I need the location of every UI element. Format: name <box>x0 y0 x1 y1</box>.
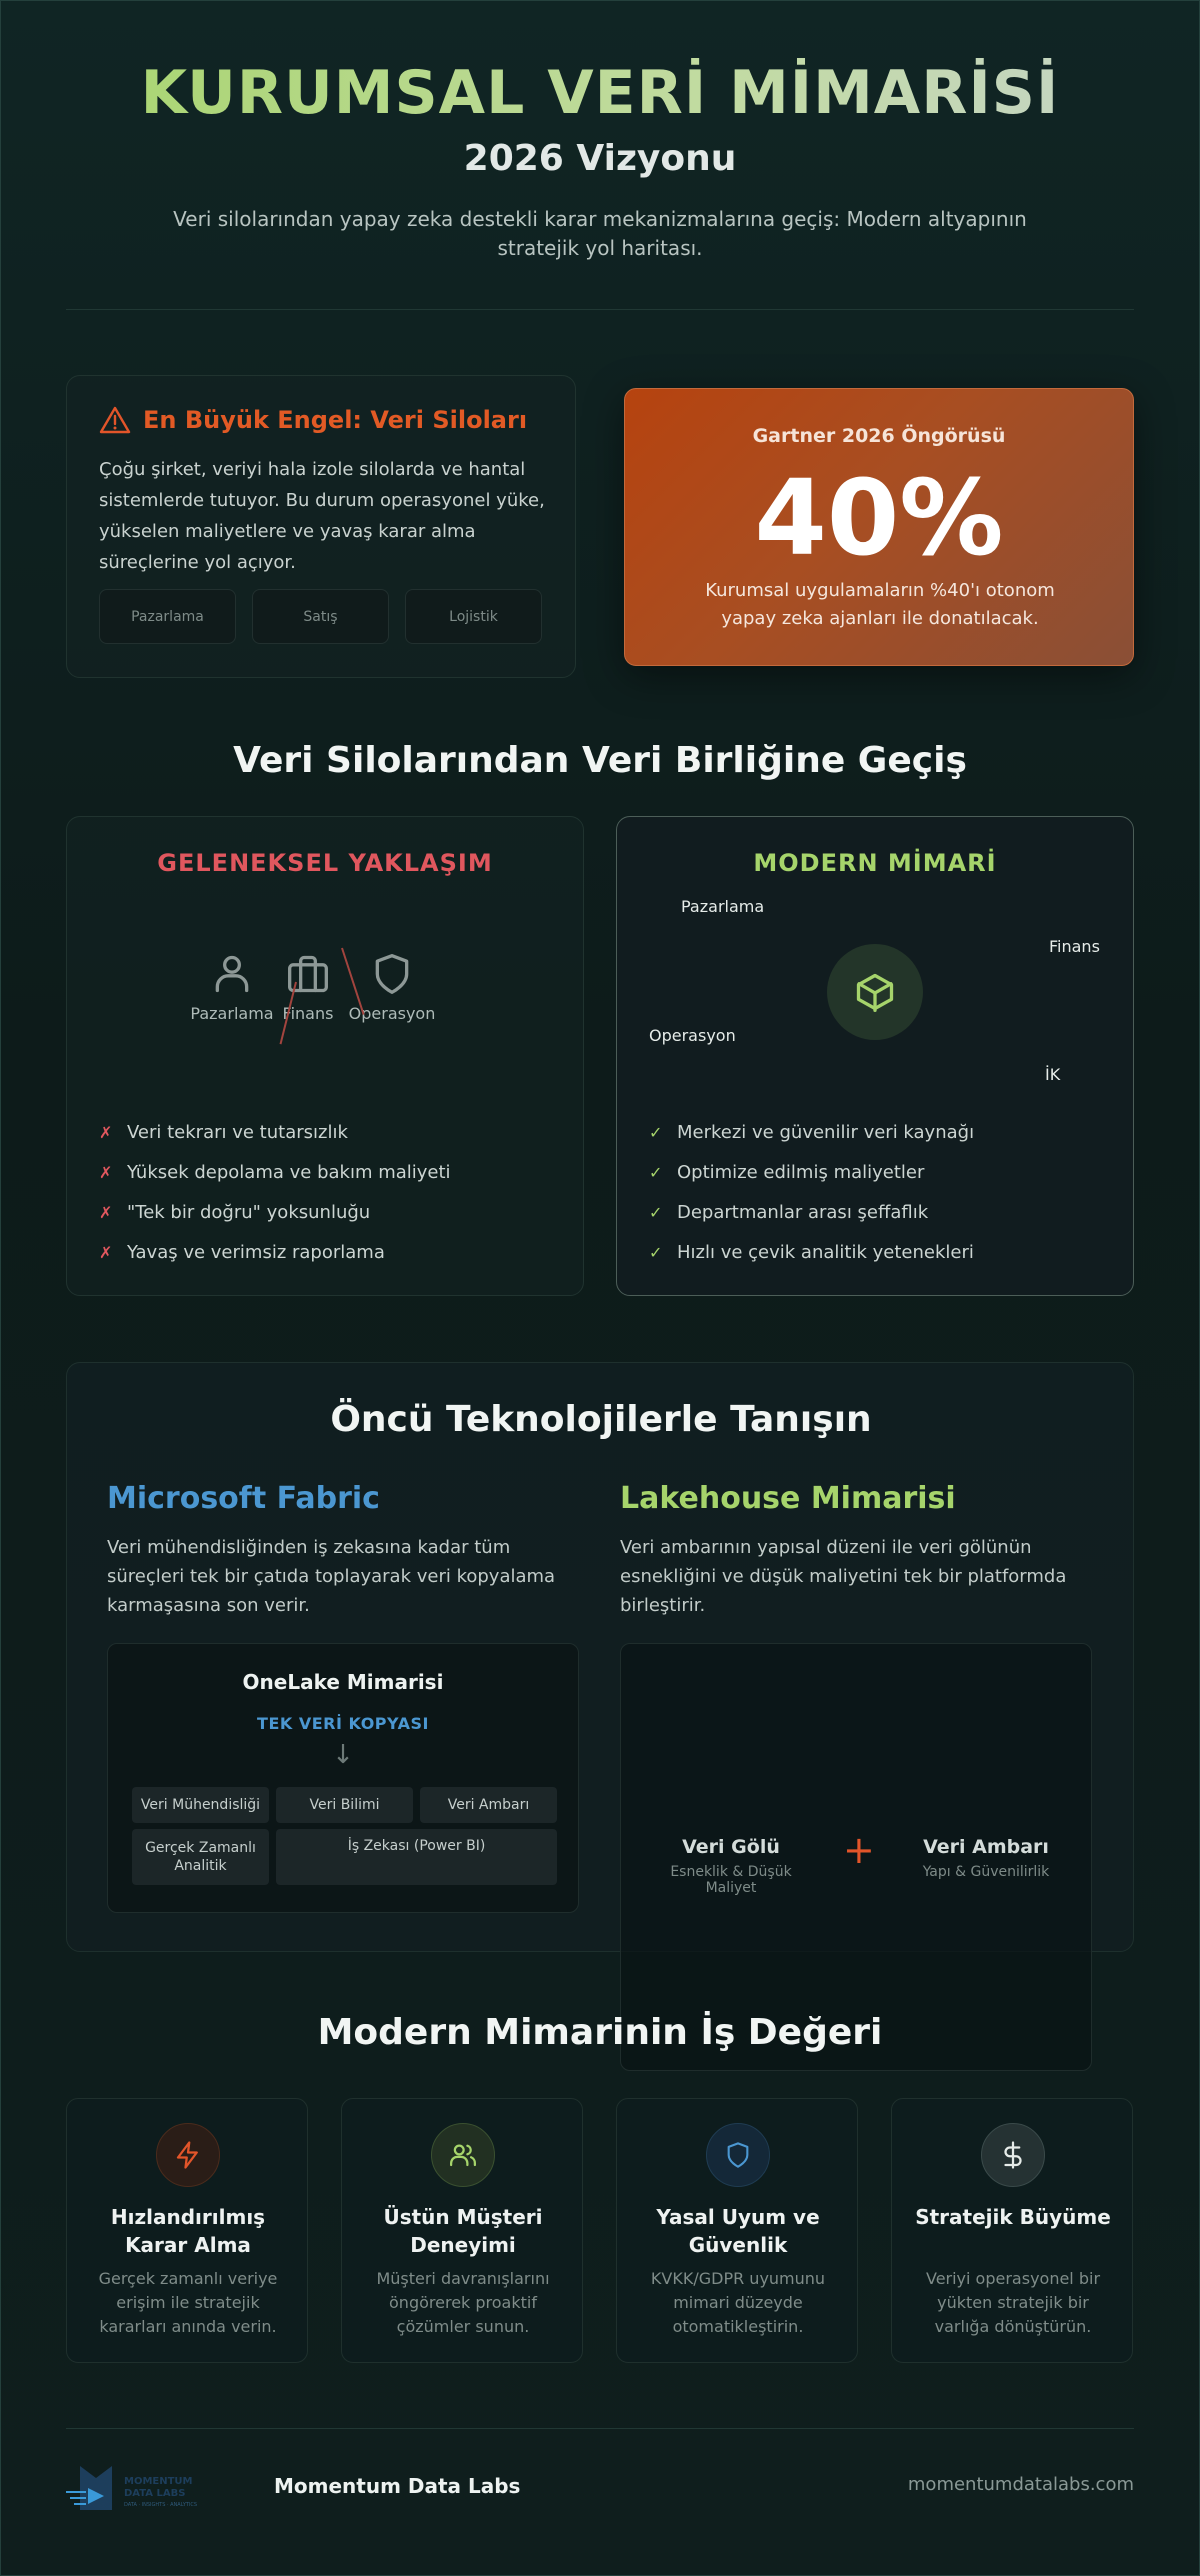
cross-icon: ✗ <box>99 1242 113 1262</box>
value-icon-wrap <box>431 2123 495 2187</box>
department-pill: Lojistik <box>405 589 542 644</box>
hub-node-marketing: Pazarlama <box>681 897 765 916</box>
lakehouse-diagram <box>620 1643 1092 2071</box>
check-icon: ✓ <box>649 1122 663 1142</box>
modern-pros-list <box>649 1112 974 1272</box>
silo-label: Finans <box>282 1004 334 1023</box>
user-icon <box>210 952 254 996</box>
check-icon: ✓ <box>649 1202 663 1222</box>
users-icon <box>448 2140 478 2170</box>
value-card <box>341 2098 583 2363</box>
data-warehouse-name: Veri Ambarı <box>923 1836 1049 1858</box>
lakehouse-title: Lakehouse Mimarisi <box>620 1481 956 1516</box>
list-item-text: Hızlı ve çevik analitik yetenekleri <box>677 1241 974 1263</box>
check-icon: ✓ <box>649 1242 663 1262</box>
problem-text: Çoğu şirket, veriyi hala izole silolarda ve hantal sistemlerde tutuyor. Bu durum operasyonel yüke, yükselen maliyetlere ve yavaş karar alma süreçlerine yol açıyor. <box>99 459 545 573</box>
department-pill: Satış <box>252 589 389 644</box>
check-icon: ✓ <box>649 1162 663 1182</box>
onelake-diagram <box>107 1643 579 1913</box>
value-card-title: Yasal Uyum ve Güvenlik <box>656 2205 820 2257</box>
fabric-description: Veri mühendisliğinden iş zekasına kadar tüm süreçleri tek bir çatıda toplayarak veri kopyalama karmaşasına son verir. <box>107 1537 556 1616</box>
cross-icon: ✗ <box>99 1202 113 1222</box>
list-item <box>99 1152 451 1192</box>
arrow-down-icon: ↓ <box>332 1740 354 1770</box>
list-item <box>649 1192 974 1232</box>
value-card-description: Müşteri davranışlarını öngörerek proaktif çözümler sunun. <box>376 2269 550 2336</box>
single-copy-tag: TEK VERİ KOPYASI <box>257 1714 429 1733</box>
page-subtitle: 2026 Vizyonu <box>463 138 737 179</box>
list-item <box>649 1112 974 1152</box>
silo-operations <box>347 952 437 1023</box>
silo-finance <box>273 952 343 1023</box>
value-icon-wrap <box>706 2123 770 2187</box>
list-item-text: Veri tekrarı ve tutarsızlık <box>127 1121 348 1143</box>
value-icon-wrap <box>981 2123 1045 2187</box>
silo-label: Operasyon <box>348 1004 436 1023</box>
fabric-title: Microsoft Fabric <box>107 1481 380 1516</box>
traditional-heading: GELENEKSEL YAKLAŞIM <box>157 849 493 877</box>
stat-value: 40% <box>754 457 1004 579</box>
value-card-title: Hızlandırılmış Karar Alma <box>110 2205 266 2257</box>
page-description: Veri silolarından yapay zeka destekli karar mekanizmalarına geçiş: Modern altyapının stratejik yol haritası. <box>173 207 1027 260</box>
hub-node-operations: Operasyon <box>649 1026 736 1045</box>
svg-text:DATA · INSIGHTS · ANALYTICS: DATA · INSIGHTS · ANALYTICS <box>124 2502 198 2508</box>
list-item-text: Yavaş ve verimsiz raporlama <box>127 1241 385 1263</box>
hub-node-finance: Finans <box>1049 937 1100 956</box>
shield-icon <box>370 952 414 996</box>
shield-icon <box>724 2141 752 2169</box>
footer-divider <box>66 2428 1134 2429</box>
header-divider <box>66 309 1134 310</box>
data-lake-sub: Esneklik & Düşük Maliyet <box>670 1864 792 1896</box>
list-item <box>649 1232 974 1272</box>
traditional-cons-list <box>99 1112 451 1272</box>
department-pill: Pazarlama <box>99 589 236 644</box>
value-title: Modern Mimarinin İş Değeri <box>317 2012 883 2053</box>
website-link[interactable]: momentumdatalabs.com <box>907 2474 1134 2495</box>
fabric-workloads <box>132 1787 556 1885</box>
warning-icon <box>99 406 131 434</box>
silo-marketing <box>187 952 277 1023</box>
value-card <box>616 2098 858 2363</box>
modern-heading: MODERN MİMARİ <box>753 849 997 877</box>
value-card-description: KVKK/GDPR uyumunu mimari düzeyde otomatikleştirin. <box>650 2269 826 2336</box>
traditional-approach-card <box>66 816 584 1296</box>
cube-icon <box>853 970 897 1014</box>
plus-icon: + <box>843 1828 875 1872</box>
technology-title: Öncü Teknolojilerle Tanışın <box>330 1399 872 1440</box>
list-item <box>99 1232 451 1272</box>
list-item <box>99 1112 451 1152</box>
onelake-title: OneLake Mimarisi <box>242 1670 444 1694</box>
silo-diagram <box>187 952 487 1042</box>
value-card-title: Stratejik Büyüme <box>915 2205 1111 2229</box>
workload-cell: Veri Ambarı <box>420 1787 557 1823</box>
lakehouse-description: Veri ambarının yapısal düzeni ile veri gölünün esnekliğini ve düşük maliyetini tek bir platformda birleştirir. <box>620 1537 1067 1616</box>
value-card-title: Üstün Müşteri Deneyimi <box>383 2205 543 2257</box>
cross-icon: ✗ <box>99 1122 113 1142</box>
gartner-stat-card <box>624 388 1134 666</box>
list-item <box>99 1192 451 1232</box>
stat-description: Kurumsal uygulamaların %40'ı otonom yapay zeka ajanları ile donatılacak. <box>705 580 1055 629</box>
svg-text:MOMENTUM: MOMENTUM <box>124 2476 193 2487</box>
problem-heading <box>99 406 527 434</box>
cross-icon: ✗ <box>99 1162 113 1182</box>
workload-cell: Gerçek Zamanlı Analitik <box>132 1829 269 1885</box>
svg-text:DATA LABS: DATA LABS <box>124 2488 186 2499</box>
dollar-icon <box>998 2140 1028 2170</box>
page-title: KURUMSAL VERİ MİMARİSİ <box>0 58 1200 128</box>
data-lake-item <box>645 1836 817 1896</box>
value-card <box>66 2098 308 2363</box>
list-item-text: "Tek bir doğru" yoksunluğu <box>127 1201 371 1223</box>
company-name: Momentum Data Labs <box>274 2474 521 2498</box>
data-warehouse-item <box>911 1836 1061 1880</box>
problem-title: En Büyük Engel: Veri Siloları <box>143 406 528 434</box>
hub-node-hr: İK <box>1045 1065 1061 1084</box>
workload-cell: Veri Mühendisliği <box>132 1787 269 1823</box>
technology-card <box>66 1362 1134 1952</box>
lightning-icon <box>173 2140 203 2170</box>
data-lake-name: Veri Gölü <box>682 1836 780 1858</box>
value-card-description: Veriyi operasyonel bir yükten stratejik bir varlığa dönüştürün. <box>925 2269 1101 2336</box>
workload-cell: Veri Bilimi <box>276 1787 413 1823</box>
list-item <box>649 1152 974 1192</box>
central-data-hub <box>827 944 923 1040</box>
transition-title: Veri Silolarından Veri Birliğine Geçiş <box>233 740 967 781</box>
workload-cell: İş Zekası (Power BI) <box>276 1829 557 1885</box>
silo-label: Pazarlama <box>190 1004 274 1023</box>
data-warehouse-sub: Yapı & Güvenilirlik <box>922 1864 1050 1880</box>
list-item-text: Yüksek depolama ve bakım maliyeti <box>127 1161 451 1183</box>
problem-card <box>66 375 576 678</box>
list-item-text: Optimize edilmiş maliyetler <box>677 1161 925 1183</box>
value-card <box>891 2098 1133 2363</box>
department-silos <box>99 589 542 644</box>
modern-architecture-card <box>616 816 1134 1296</box>
value-icon-wrap <box>156 2123 220 2187</box>
value-card-description: Gerçek zamanlı veriye erişim ile stratejik kararları anında verin. <box>98 2269 278 2336</box>
list-item-text: Merkezi ve güvenilir veri kaynağı <box>677 1121 975 1143</box>
stat-label: Gartner 2026 Öngörüsü <box>752 425 1006 447</box>
list-item-text: Departmanlar arası şeffaflık <box>677 1201 929 1223</box>
company-logo <box>66 2462 262 2514</box>
